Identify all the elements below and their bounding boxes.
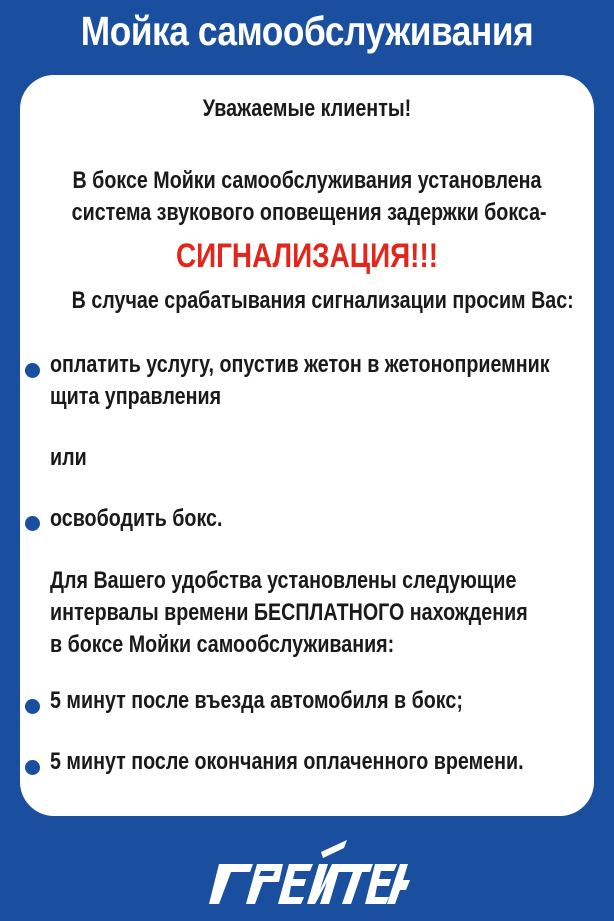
greeting: Уважаемые клиенты! (202, 95, 412, 122)
interval-2: 5 минут после окончания оплаченного времени. (50, 748, 524, 775)
page-title: Мойка самообслуживания (80, 8, 534, 54)
interval-1: 5 минут после въезда автомобиля в бокс; (50, 687, 463, 714)
option-1-line-1: оплатить услугу, опустив жетон в жетоноприемник (50, 351, 550, 378)
bullet-icon (25, 363, 40, 378)
option-1-line-2: щита управления (50, 383, 222, 410)
intervals-line-1: Для Вашего удобства установлены следующие (50, 567, 517, 594)
intervals-line-2: интервалы времени БЕСПЛАТНОГО нахождения (50, 599, 528, 626)
request-text: В случае срабатывания сигнализации просим Вас: (71, 287, 574, 314)
intro-line-2: система звукового оповещения задержки бокса- (71, 199, 547, 226)
bullet-icon (25, 516, 40, 531)
bullet-icon (25, 699, 40, 714)
bullet-icon (25, 760, 40, 775)
option-2: освободить бокс. (50, 505, 223, 532)
or-text: или (50, 444, 87, 471)
alarm-heading: СИГНАЛИЗАЦИЯ!!! (175, 237, 439, 275)
greitek-logo (205, 830, 410, 910)
intro-line-1: В боксе Мойки самообслуживания установлена (72, 167, 542, 194)
notice-panel (20, 75, 594, 816)
intervals-line-3: в боксе Мойки самообслуживания: (50, 631, 395, 658)
